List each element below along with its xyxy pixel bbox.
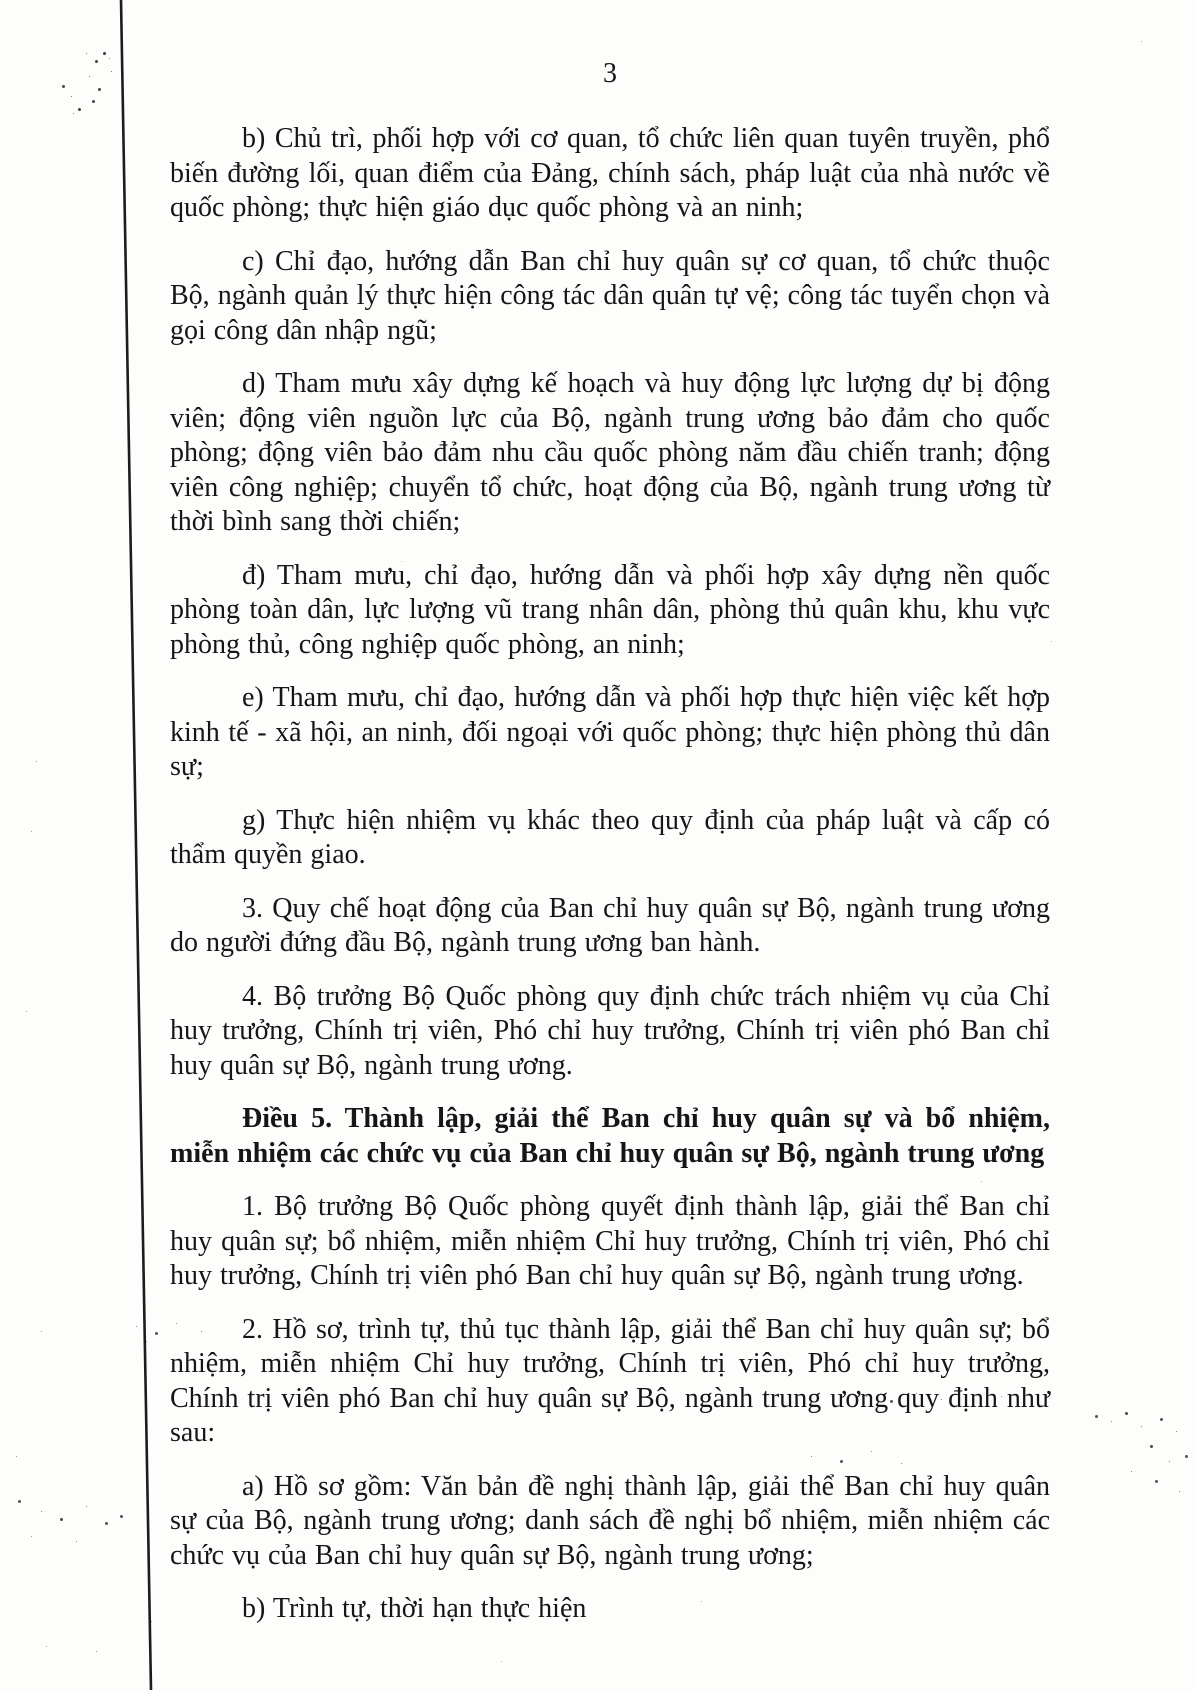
document-body — [170, 122, 1050, 1646]
article-heading: Điều 5. Thành lập, giải thể Ban chỉ huy quân sự và bổ nhiệm, miễn nhiệm các chức vụ của Ban chỉ huy quân sự Bộ, ngành trung ương — [170, 1103, 1050, 1169]
paragraph: 4. Bộ trưởng Bộ Quốc phòng quy định chức trách nhiệm vụ của Chỉ huy trưởng, Chính trị viên, Phó chỉ huy trưởng, Chính trị viên phó Ban chỉ huy quân sự Bộ, ngành trung ương. — [170, 980, 1050, 1081]
scan-speckles-top-left — [0, 0, 3, 3]
scan-speckles-bottom-left — [0, 0, 3, 3]
paragraph: 3. Quy chế hoạt động của Ban chỉ huy quân sự Bộ, ngành trung ương do người đứng đầu Bộ, ngành trung ương ban hành. — [170, 892, 1050, 958]
paragraph: g) Thực hiện nhiệm vụ khác theo quy định của pháp luật và cấp có thẩm quyền giao. — [170, 804, 1050, 870]
paragraph: c) Chỉ đạo, hướng dẫn Ban chỉ huy quân sự cơ quan, tổ chức thuộc Bộ, ngành quản lý thực hiện công tác dân quân tự vệ; công tác tuyển chọn và gọi công dân nhập ngũ; — [170, 245, 1050, 346]
paragraph: b) Chủ trì, phối hợp với cơ quan, tổ chức liên quan tuyên truyền, phổ biến đường lối, quan điểm của Đảng, chính sách, pháp luật của nhà nước về quốc phòng; thực hiện giáo dục quốc phòng và an ninh; — [170, 123, 1050, 223]
paragraph: đ) Tham mưu, chỉ đạo, hướng dẫn và phối hợp xây dựng nền quốc phòng toàn dân, lực lượng vũ trang nhân dân, phòng thủ quân khu, khu vực phòng thủ, công nghiệp quốc phòng, an ninh; — [170, 559, 1050, 660]
paragraph: d) Tham mưu xây dựng kế hoạch và huy động lực lượng dự bị động viên; động viên nguồn lực của Bộ, ngành trung ương bảo đảm cho quốc phòng; động viên bảo đảm nhu cầu quốc phòng năm đầu chiến tranh; động viên công nghiệp; chuyển tổ chức, hoạt động của Bộ, ngành trung ương từ thời bình sang thời chiến; — [170, 368, 1050, 537]
paragraph: e) Tham mưu, chỉ đạo, hướng dẫn và phối hợp thực hiện việc kết hợp kinh tế - xã hội, an ninh, đối ngoại với quốc phòng; thực hiện phòng thủ dân sự; — [170, 682, 1050, 782]
paragraph: 1. Bộ trưởng Bộ Quốc phòng quyết định thành lập, giải thể Ban chỉ huy quân sự; bổ nhiệm, miễn nhiệm Chỉ huy trưởng, Chính trị viên, Phó chỉ huy trưởng, Chính trị viên phó Ban chỉ huy quân sự Bộ, ngành trung ương. — [170, 1191, 1050, 1291]
paragraph: b) Trình tự, thời hạn thực hiện — [242, 1593, 587, 1624]
page-number: 3 — [603, 58, 617, 89]
paragraph: 2. Hồ sơ, trình tự, thủ tục thành lập, giải thể Ban chỉ huy quân sự; bổ nhiệm, miễn nhiệm Chỉ huy trưởng, Chính trị viên, Phó chỉ huy trưởng, Chính trị viên phó Ban chỉ huy quân sự Bộ, ngành trung ương quy định như sau: — [170, 1313, 1050, 1448]
paragraph: a) Hồ sơ gồm: Văn bản đề nghị thành lập, giải thể Ban chỉ huy quân sự của Bộ, ngành trung ương; danh sách đề nghị bổ nhiệm, miễn nhiệm các chức vụ của Ban chỉ huy quân sự Bộ, ngành trung ương; — [170, 1470, 1050, 1571]
scan-speckles-right — [0, 0, 3, 3]
